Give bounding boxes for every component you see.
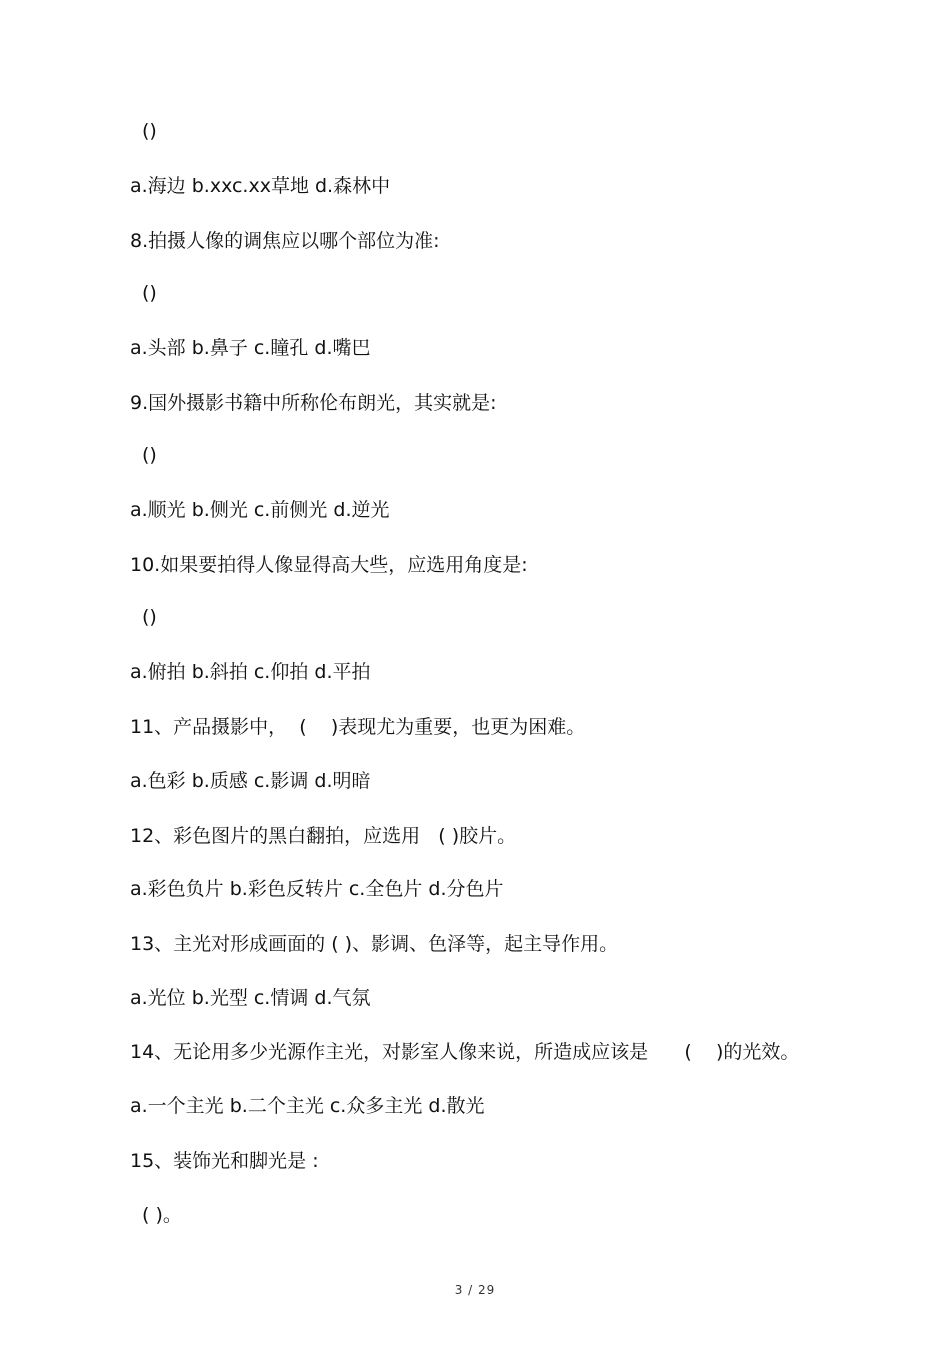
options-q10: a.俯拍 b.斜拍 c.仰拍 d.平拍 [130,661,371,683]
question-10: 10.如果要拍得人像显得高大些，应选用角度是: [130,554,528,576]
answer-blank: () [142,444,157,466]
options-q14: a.一个主光 b.二个主光 c.众多主光 d.散光 [130,1095,485,1117]
question-14: 14、无论用多少光源作主光，对影室人像来说，所造成应该是 ( )的光效。 [130,1041,800,1063]
question-8: 8.拍摄人像的调焦应以哪个部位为准: [130,230,440,252]
options-q12: a.彩色负片 b.彩色反转片 c.全色片 d.分色片 [130,878,504,900]
answer-blank: () [142,606,157,628]
answer-blank: ( )。 [142,1204,182,1226]
question-11: 11、产品摄影中， ( )表现尤为重要，也更为困难。 [130,716,586,738]
page-number: 3 / 29 [454,1283,496,1297]
answer-blank: () [142,282,157,304]
options-q7: a.海边 b.xxc.xx草地 d.森林中 [130,175,391,197]
question-12: 12、彩色图片的黑白翻拍，应选用 ( )胶片。 [130,825,517,847]
question-15: 15、装饰光和脚光是 : [130,1150,319,1172]
question-9: 9.国外摄影书籍中所称伦布朗光，其实就是: [130,392,497,414]
answer-blank: () [142,120,157,142]
options-q8: a.头部 b.鼻子 c.瞳孔 d.嘴巴 [130,337,371,359]
options-q13: a.光位 b.光型 c.情调 d.气氛 [130,987,371,1009]
options-q11: a.色彩 b.质感 c.影调 d.明暗 [130,770,371,792]
question-13: 13、主光对形成画面的 ( )、影调、色泽等，起主导作用。 [130,933,619,955]
options-q9: a.顺光 b.侧光 c.前侧光 d.逆光 [130,499,390,521]
